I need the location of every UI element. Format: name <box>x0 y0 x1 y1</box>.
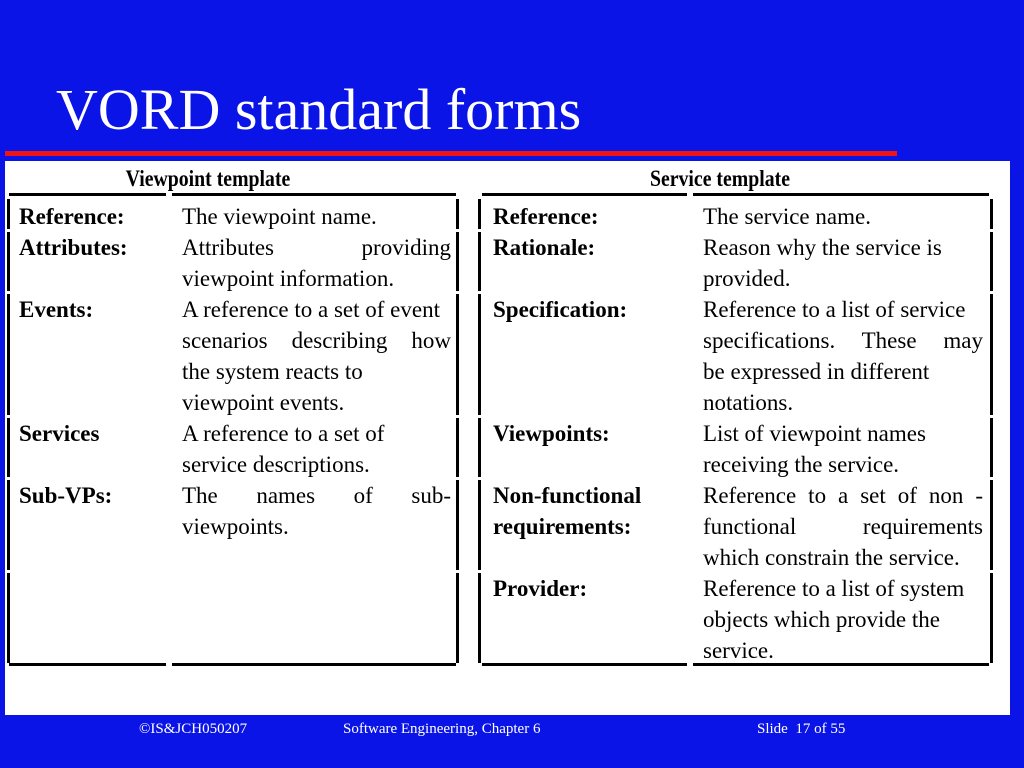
value-line: The viewpoint name. <box>182 204 377 229</box>
footer-course: Software Engineering, Chapter 6 <box>343 721 541 737</box>
viewpoint-value-sub-vps <box>182 480 451 511</box>
viewpoint-template-heading: Viewpoint template <box>125 166 291 191</box>
service-label-provider: Provider: <box>493 576 588 601</box>
footer-slide-number: Slide 17 of 55 <box>757 721 846 737</box>
service-label-specification: Specification: <box>493 297 628 322</box>
label-line: requirements: <box>493 514 632 539</box>
service-right-border <box>990 199 993 663</box>
viewpoint-value-attributes-cont <box>182 263 451 294</box>
service-value-non-functional-3 <box>703 542 983 573</box>
value-line: be expressed in different <box>703 359 930 384</box>
value-line: which constrain the service. <box>703 545 960 570</box>
viewpoint-label-events: Events: <box>19 297 94 322</box>
value-line: scenarios describing how <box>182 328 451 353</box>
value-line: viewpoint information. <box>182 266 395 291</box>
viewpoint-value-events <box>182 294 451 325</box>
value-line: viewpoints. <box>182 514 289 539</box>
viewpoint-value-events-3 <box>182 356 451 387</box>
value-line: List of viewpoint names <box>703 421 926 446</box>
value-line: Reference to a list of service <box>703 297 966 322</box>
slide-title: VORD standard forms <box>56 77 582 142</box>
viewpoint-top-rule-label <box>9 193 166 196</box>
viewpoint-value-reference <box>182 201 452 232</box>
value-line: The names of sub- <box>182 483 451 508</box>
viewpoint-left-border <box>7 199 10 663</box>
service-label-reference: Reference: <box>493 204 599 229</box>
value-line: the system reacts to <box>182 359 363 384</box>
value-line: A reference to a set of <box>182 421 385 446</box>
service-bottom-rule-label <box>482 663 687 666</box>
value-line: The service name. <box>703 204 871 229</box>
service-value-provider <box>703 573 983 666</box>
value-line: Reference to a list of system <box>703 576 965 601</box>
value-line: functional requirements <box>703 514 983 539</box>
viewpoint-label-reference: Reference: <box>19 204 125 229</box>
value-line: Reference to a set of non - <box>703 483 983 508</box>
service-template-heading: Service template <box>649 166 791 191</box>
service-value-rationale <box>703 232 983 294</box>
label-line: Non-functional <box>493 483 642 508</box>
slide-footer <box>0 718 1024 740</box>
value-line: objects which provide the <box>703 607 940 632</box>
viewpoint-label-attributes: Attributes: <box>19 235 128 260</box>
service-value-viewpoints <box>703 418 983 480</box>
service-value-non-functional <box>703 480 983 542</box>
value-line: service descriptions. <box>182 452 370 477</box>
value-line: service. <box>703 638 774 663</box>
viewpoint-bottom-rule-value <box>172 663 456 666</box>
service-label-non-functional <box>493 480 641 542</box>
service-value-specification-3 <box>703 356 983 418</box>
value-line: Attributes providing <box>182 235 451 260</box>
service-label-rationale: Rationale: <box>493 235 596 260</box>
value-line: specifications. These may <box>703 328 983 353</box>
title-underline <box>5 151 897 156</box>
viewpoint-value-events-4 <box>182 387 451 418</box>
service-top-rule-label <box>482 193 687 196</box>
viewpoint-value-sub-vps-2 <box>182 511 451 542</box>
value-line: provided. <box>703 266 791 291</box>
viewpoint-value-services <box>182 418 451 449</box>
value-line: notations. <box>703 390 794 415</box>
value-line: receiving the service. <box>703 452 900 477</box>
service-value-specification <box>703 294 983 325</box>
service-left-border <box>478 199 481 663</box>
value-line: Reason why the service is <box>703 235 942 260</box>
viewpoint-value-attributes <box>182 232 451 263</box>
viewpoint-value-events-2 <box>182 325 451 356</box>
viewpoint-bottom-rule-label <box>9 663 166 666</box>
service-label-viewpoints: Viewpoints: <box>493 421 610 446</box>
viewpoint-label-sub-vps: Sub-VPs: <box>19 483 113 508</box>
viewpoint-top-rule-value <box>172 193 456 196</box>
value-line: viewpoint events. <box>182 390 345 415</box>
service-value-reference <box>703 201 983 232</box>
value-line: A reference to a set of event <box>182 297 440 322</box>
viewpoint-value-services-2 <box>182 449 451 480</box>
service-top-rule-value <box>693 193 989 196</box>
viewpoint-right-border <box>456 199 459 663</box>
viewpoint-label-services: Services <box>19 421 100 446</box>
service-value-specification-2 <box>703 325 983 356</box>
footer-copyright: ©IS&JCH050207 <box>139 721 248 737</box>
